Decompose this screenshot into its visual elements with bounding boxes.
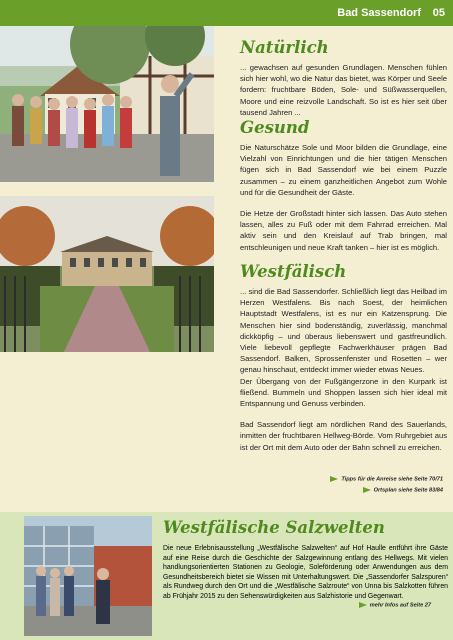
page-number: 05 [432,7,445,19]
text-westfalisch-1: ... sind die Bad Sassendorfer. Schließlich liegt das Heilbad im Herzen Westfalens. Bis nach Soest, der heimlichen Hauptstadt Westfalens, ist es nur ein Katzensprung. Die Menschen hier sind bodenständig, zuverlässig, manchmal dickköpfig – und überaus liebenswert und gastfreundlich. Viele liebevoll gepflegte Fachwerkhäuser prägen Bad Sassendorf. Balken, Sprossenfenster und Rosetten – wer genau hinschaut, entdeckt immer wieder etwas Neues. [240,287,447,375]
header-bar [0,0,453,26]
text-naturlich: ... gewachsen auf gesunden Grundlagen. Menschen fühlen sich hier wohl, wo die Natur das bietet, was Körper und Seele fordern: fruchtbare Böden, Sole- und Süßwasserquellen, Moore und eine reizvolle Landschaft. So ist es hier seit über tausend Jahren ... [240,63,447,117]
text-gesund-2: Die Hetze der Großstadt hinter sich lassen. Das Auto stehen lassen, alles zu Fuß oder mit dem Fahrrad erreichen. Mal aktiv sein und den Kreislauf auf Trab bringen, mal entschleunigen und neue Kraft tanken – hier ist es möglich. [240,209,447,252]
heading-westfalisch: Westfälisch [240,262,347,281]
salzwelten-box [0,512,453,640]
reference-more-info-text: mehr Infos auf Seite 27 [369,602,431,609]
text-westfalisch-3: Bad Sassendorf liegt am nördlichen Rand des Sauerlands, inmitten der fruchtbaren Hellweg-Börde. Vom Ruhrgebiet aus ist der Ort mit dem Auto oder der Bahn schnell zu erreichen. [240,420,447,452]
salzwelten-photo [24,516,152,636]
header-title: Bad Sassendorf [337,7,421,19]
section-westfalisch [240,262,447,453]
reference-arrival-text: Tipps für die Anreise siehe Seite 70/71 [341,476,443,483]
arrow-icon [359,602,367,608]
group-tour-photo [0,26,214,182]
reference-more-info[interactable] [359,602,431,608]
section-gesund [240,118,447,253]
heading-gesund: Gesund [240,118,310,137]
heading-naturlich: Natürlich [240,38,329,57]
text-westfalisch-2: Der Übergang von der Fußgängerzone in den Kurpark ist fließend. Bummeln und Shoppen lassen sich hier ideal mit Entspannung und Genuss verbinden. [240,376,447,409]
section-naturlich [240,38,447,118]
heading-salzwelten: Westfälische Salzwelten [163,518,385,537]
reference-arrival[interactable] [330,476,443,482]
arrow-icon [330,476,338,482]
reference-map-text: Ortsplan siehe Seite 83/84 [373,487,443,494]
text-salzwelten: Die neue Erlebnisausstellung „Westfälische Salzwelten“ auf Hof Haulle entführt ihre Gäste auf eine Reise durch die Geschichte der Salzgewinnung entlang des Hellwegs. Mit vielen handlungsorientierten Stationen zu Geologie, Soleförderung oder Anwendungen aus dem Gesundheitsbereich bietet sie Wissen mit Unterhaltungswert. Die „Sassendorfer Salzspuren“ als Rundweg durch den Ort und die „Westfälische Salzroute“ von Unna bis Salzkotten führen ab Frühjahr 2015 zu den Sehenswürdigkeiten aus Salzhistorie und Gegenwart. [163,545,448,600]
castle-park-photo [0,196,214,352]
arrow-icon [363,487,371,493]
reference-map[interactable] [363,487,443,493]
text-gesund-1: Die Naturschätze Sole und Moor bilden die Grundlage, eine Vielzahl von Einrichtungen und die hier tätigen Menschen fügen sich in Bad Sassendorf wie bei einem Puzzle zusammen – zu einem ganzheitlichen Angebot zum Wohle und für die Gesundheit der Gäste. [240,143,447,197]
